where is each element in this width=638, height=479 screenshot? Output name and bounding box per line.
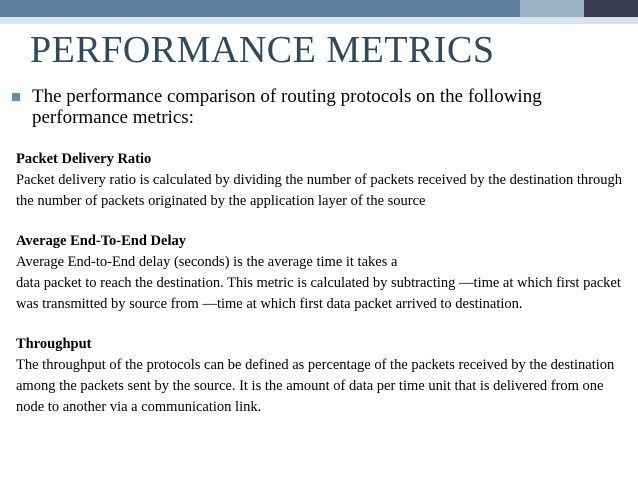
square-bullet-icon (12, 93, 20, 101)
bullet-item (10, 86, 620, 128)
section-text: Average End-to-End delay (seconds) is the average time it takes a (16, 254, 398, 270)
slide-title: PERFORMANCE METRICS (30, 29, 495, 71)
section-throughput (16, 334, 628, 418)
top-band-dark (584, 0, 638, 17)
section-title: Throughput (16, 336, 92, 352)
section-average-end-to-end-delay (16, 231, 628, 315)
section-text: data packet to reach the destination. This metric is calculated by subtracting ―time at which first packet was transmitted by source from ―time at which first data packet arrived to destination. (16, 275, 621, 312)
section-text: The throughput of the protocols can be defined as percentage of the packets received by the destination among the packets sent by the source. It is the amount of data per time unit that is delivered from one node to another via a communication link. (16, 357, 615, 415)
top-band-blue (0, 0, 520, 17)
slide-body (16, 149, 628, 437)
section-title: Average End-To-End Delay (16, 233, 186, 249)
top-band-light (520, 0, 584, 17)
section-packet-delivery-ratio (16, 149, 628, 212)
section-title: Packet Delivery Ratio (16, 151, 152, 167)
section-text: Packet delivery ratio is calculated by dividing the number of packets received by the destination through the number of packets originated by the application layer of the source (16, 172, 622, 209)
bullet-text: The performance comparison of routing protocols on the following performance metrics: (32, 86, 542, 128)
